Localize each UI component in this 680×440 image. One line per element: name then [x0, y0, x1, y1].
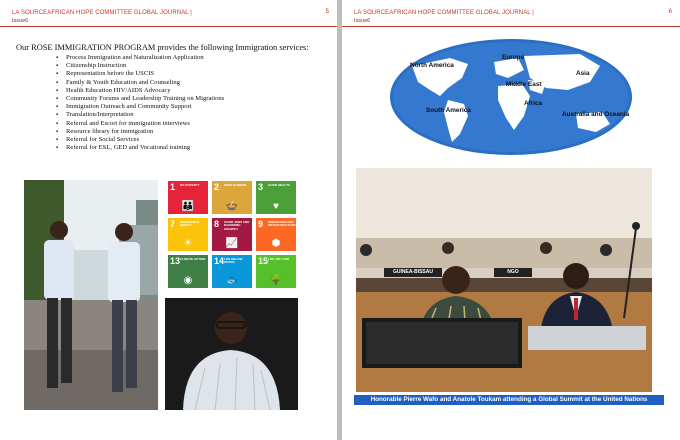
map-label-europe: Europe [502, 54, 525, 61]
service-item [56, 128, 224, 136]
journal-title: LA SOURCEAFRICAN HOPE COMMITTEE GLOBAL JOURNAL | [12, 10, 192, 16]
bullet-icon: ▪ [56, 63, 59, 70]
service-item [56, 144, 224, 152]
sdg-number: 3 [258, 182, 264, 192]
map-label-asia: Asia [576, 70, 590, 77]
service-text: Community Forums and Leadership Training on Migrations [66, 95, 225, 103]
map-label-australia-oceania: Australia and Oceania [562, 111, 630, 118]
map-label-south-america: South America [426, 107, 471, 114]
sdg-number: 7 [170, 219, 176, 229]
service-text: Process Immigration and Naturalization Application [66, 54, 204, 61]
service-item [56, 62, 224, 70]
heartbeat-icon: ♥ [273, 201, 279, 212]
sdg-label: LIFE ON LAND [268, 257, 289, 261]
name-plate-guinea-bissau: GUINEA-BISSAU [384, 268, 442, 277]
world-map [390, 38, 632, 156]
page-number: 6 [668, 9, 672, 15]
sdg-number: 1 [170, 182, 176, 192]
map-label-middle-east: Middle East [506, 81, 542, 88]
sdg-number: 9 [258, 219, 264, 229]
service-item [56, 70, 224, 78]
sdg-number: 8 [214, 219, 220, 229]
page-header [342, 0, 680, 27]
map-label-africa: Africa [524, 100, 543, 107]
service-text: Representation before the USCIS [66, 70, 155, 78]
growth-chart-icon: 📈 [225, 238, 239, 249]
service-text: Health Education HIV/AIDS Advocacy [66, 86, 171, 94]
service-item [56, 120, 224, 128]
service-item [56, 111, 224, 119]
sdg-number: 2 [214, 182, 220, 192]
issue-label: Issue6 [12, 18, 29, 24]
service-item [56, 87, 224, 95]
bullet-icon: ▪ [56, 79, 59, 86]
sdg-tile-1 [168, 181, 208, 214]
page-header [0, 0, 337, 27]
service-text: Referral for Social Services [66, 136, 140, 144]
bullet-icon: ▪ [56, 71, 59, 78]
bullet-icon: ▪ [56, 128, 59, 135]
sdg-tile-9 [256, 218, 296, 251]
sdg-tile-2 [212, 181, 252, 214]
sdg-label: GOOD JOBS AND ECONOMIC GROWTH [224, 220, 250, 231]
service-text: Citizenship Instruction [66, 62, 127, 70]
service-text: Referral for ESL, GED and Vocational training [66, 144, 191, 152]
sdg-number: 13 [170, 256, 181, 266]
sdg-tile-13 [168, 255, 208, 288]
family-icon: 👪 [181, 201, 195, 212]
bullet-icon: ▪ [56, 55, 59, 61]
sdg-number: 15 [258, 256, 269, 266]
service-item [56, 136, 224, 144]
cubes-icon: ⬢ [271, 238, 281, 249]
name-plate-ngo: NGO [494, 268, 532, 277]
sdg-label: CLIMATE ACTION [180, 257, 206, 261]
sdg-tile-14 [212, 255, 252, 288]
services-intro: Our ROSE IMMIGRATION PROGRAM provides the following Immigration services: [16, 43, 309, 52]
sdg-tile-15 [256, 255, 296, 288]
bullet-icon: ▪ [56, 137, 59, 144]
sun-icon: ☀ [183, 238, 193, 249]
service-item [56, 54, 224, 62]
photo-un-summit [356, 168, 652, 392]
service-text: Immigration Outreach and Community Support [66, 103, 192, 111]
tree-icon: 🌳 [269, 275, 283, 286]
bullet-icon: ▪ [56, 145, 59, 152]
bullet-icon: ▪ [56, 120, 59, 127]
sdg-label: LIFE BELOW WATER [224, 257, 243, 265]
bowl-icon: 🍲 [225, 201, 239, 212]
photo-two-men-walking [24, 180, 158, 410]
sdg-label: ZERO HUNGER [224, 183, 247, 187]
map-label-north-america: North America [410, 62, 454, 69]
bullet-icon: ▪ [56, 104, 59, 111]
bullet-icon: ▪ [56, 112, 59, 119]
journal-title: LA SOURCEAFRICAN HOPE COMMITTEE GLOBAL JOURNAL | [354, 10, 534, 16]
bullet-icon: ▪ [56, 96, 59, 103]
service-text: Translation/Interpretation [66, 111, 134, 119]
eye-globe-icon: ◉ [183, 275, 193, 286]
sdg-tile-3 [256, 181, 296, 214]
sdg-label: NO POVERTY [180, 183, 200, 187]
sdg-tile-8 [212, 218, 252, 251]
issue-label: Issue6 [354, 18, 371, 24]
service-text: Family & Youth Education and Counseling [66, 78, 180, 86]
bullet-icon: ▪ [56, 87, 59, 94]
page-5 [0, 0, 337, 440]
page-6 [342, 0, 680, 440]
sdg-label: GOOD HEALTH [268, 183, 290, 187]
sdg-goals-grid [168, 181, 298, 289]
photo-young-man-portrait [165, 298, 298, 410]
sdg-tile-7 [168, 218, 208, 251]
service-text: Referral and Escort for immigration interviews [66, 119, 190, 127]
service-text: Resource library for immigration [66, 127, 154, 135]
service-item [56, 103, 224, 111]
photo-caption: Honorable Pierre Wafo and Anatole Toukam attending a Global Summit at the United Nations [354, 395, 664, 405]
sdg-label: INNOVATION AND INFRASTRUCTURE [268, 220, 296, 228]
sdg-number: 14 [214, 256, 225, 266]
services-list [56, 54, 224, 152]
page-number: 5 [325, 9, 329, 15]
sdg-label: RENEWABLE ENERGY [180, 220, 200, 228]
service-item [56, 95, 224, 103]
fish-icon: 🐟 [225, 275, 239, 286]
service-item [56, 79, 224, 87]
